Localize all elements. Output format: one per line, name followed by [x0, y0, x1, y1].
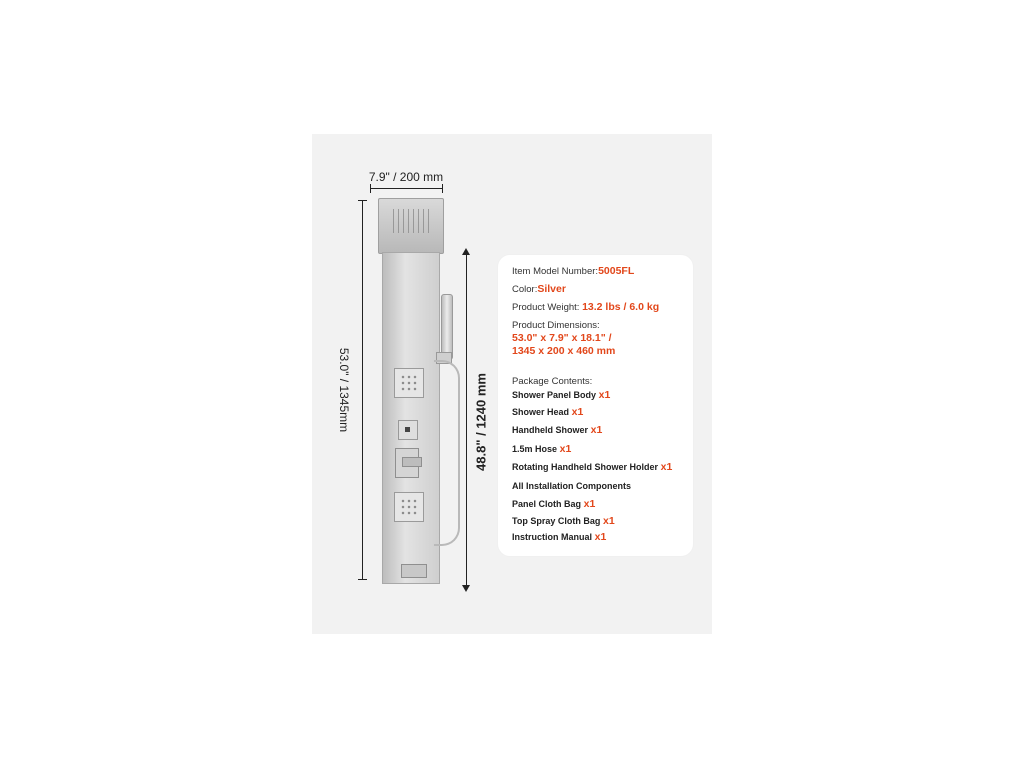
- panel-height-label: 48.8" / 1240 mm: [473, 373, 489, 471]
- weight-row: Product Weight: 13.2 lbs / 6.0 kg: [512, 301, 660, 313]
- package-item: 1.5m Hose x1: [512, 443, 572, 455]
- package-item: All Installation Components: [512, 481, 632, 491]
- mixing-valve-handle: [395, 448, 419, 478]
- arrow-down-icon: [462, 585, 470, 592]
- body-jet-lower: [394, 492, 424, 522]
- total-height-label: 53.0" / 1345mm: [337, 347, 351, 433]
- color-row: Color:Silver: [512, 283, 566, 295]
- total-height-dimension-line: [362, 200, 363, 580]
- shower-panel-body: [382, 252, 440, 584]
- arrow-up-icon: [462, 248, 470, 255]
- panel-height-dimension-line: [466, 250, 467, 590]
- package-item: Shower Head x1: [512, 406, 584, 418]
- tub-spout: [401, 564, 427, 578]
- shower-hose: [434, 360, 460, 546]
- shower-nozzles: [393, 209, 429, 233]
- package-item: Handheld Shower x1: [512, 424, 603, 436]
- dimensions-value-line-2: 1345 x 200 x 460 mm: [512, 345, 616, 357]
- dimensions-label: Product Dimensions:: [512, 320, 600, 331]
- handheld-shower: [441, 294, 453, 360]
- top-width-dimension-line: [370, 188, 443, 189]
- package-item: Panel Cloth Bag x1: [512, 498, 596, 510]
- rain-shower-head: [378, 198, 444, 254]
- specification-card: [498, 255, 693, 556]
- package-item: Top Spray Cloth Bag x1: [512, 515, 615, 527]
- diverter-button: [398, 420, 418, 440]
- package-item: Shower Panel Body x1: [512, 389, 611, 401]
- dimensions-value-line-1: 53.0" x 7.9" x 18.1" /: [512, 332, 612, 344]
- body-jet-upper: [394, 368, 424, 398]
- package-item: Instruction Manual x1: [512, 531, 607, 543]
- model-row: Item Model Number:5005FL: [512, 265, 635, 277]
- package-contents-label: Package Contents:: [512, 376, 593, 387]
- top-width-label: 7.9" / 200 mm: [368, 170, 444, 184]
- package-item: Rotating Handheld Shower Holder x1: [512, 461, 673, 473]
